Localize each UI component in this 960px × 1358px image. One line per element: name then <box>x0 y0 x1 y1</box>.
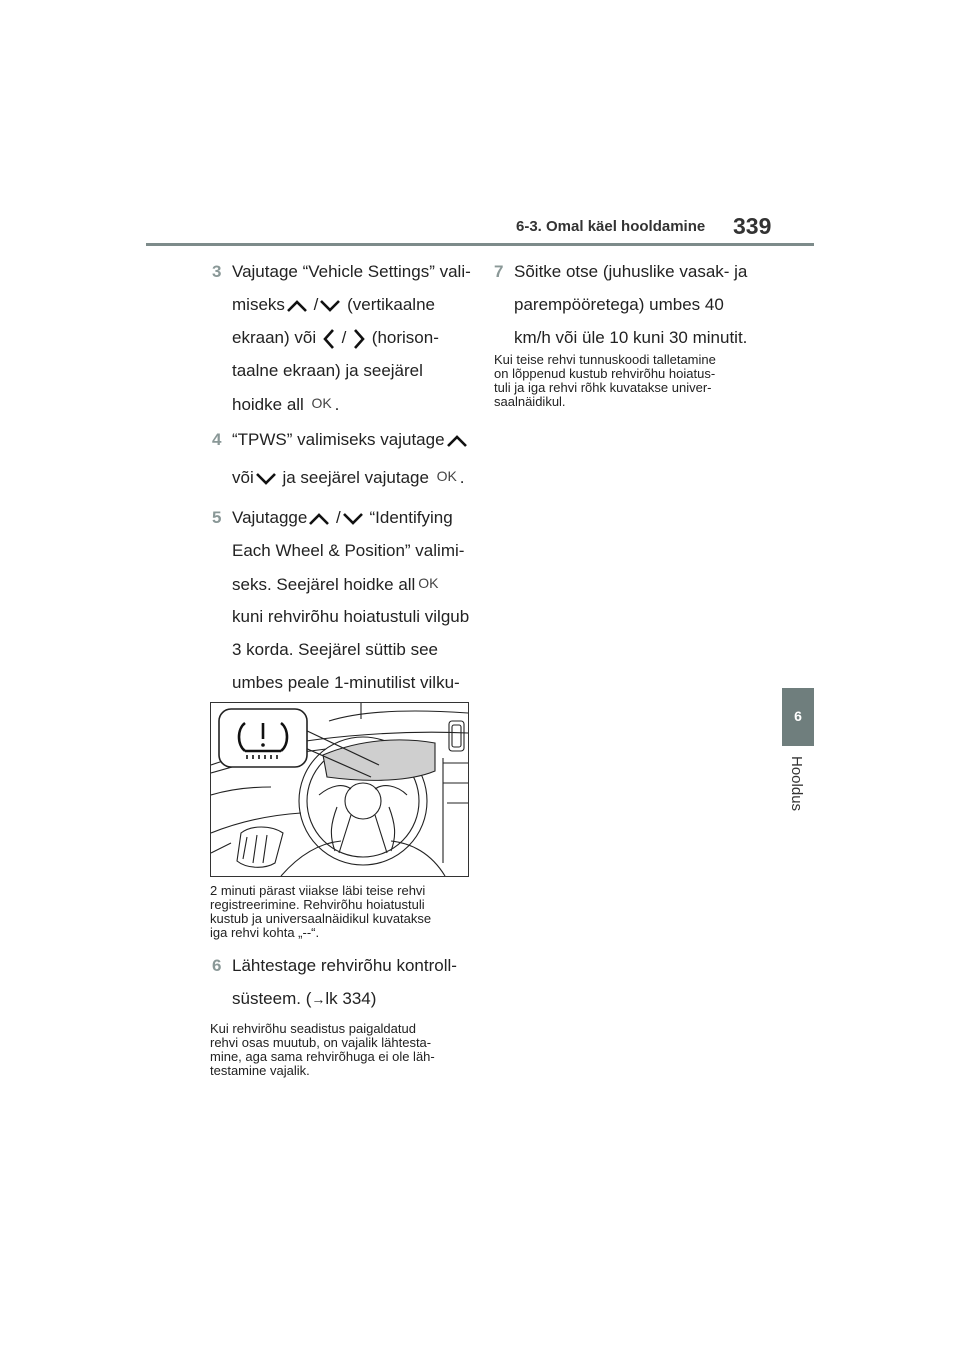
arrow-right-icon: → <box>311 991 326 1007</box>
step-text: parempööretega) umbes 40 <box>514 295 724 314</box>
step-text-line <box>232 388 471 421</box>
step-text: / <box>313 295 319 314</box>
step-text-line <box>232 568 469 601</box>
step-text: “Identifying <box>369 508 453 527</box>
step-text: / <box>341 328 347 347</box>
caption-line: kustub ja universaalnäidikul kuvatakse <box>210 911 432 926</box>
step-number: 5 <box>212 508 222 527</box>
step-text: (horison- <box>371 328 439 347</box>
step-6 <box>212 950 457 1016</box>
chevron-up-icon <box>307 511 331 527</box>
step-text: taalne ekraan) ja seejärel <box>232 361 423 380</box>
step-6-note <box>210 1022 435 1078</box>
note-line: mine, aga sama rehvirõhuga ei ole läh- <box>210 1049 435 1064</box>
step-text-line <box>232 502 469 535</box>
step-text: Lähtestage rehvirõhu kontroll- <box>232 956 457 975</box>
step-text: Vajutagge <box>232 508 308 527</box>
step-text: hoidke all <box>232 395 304 414</box>
step-text: . <box>334 395 340 414</box>
step-text: Each Wheel & Position” valimi- <box>232 541 465 560</box>
note-line: on lõppenud kustub rehvirõhu hoiatus- <box>494 366 716 381</box>
ok-button-icon: OK <box>418 575 439 591</box>
step-number: 6 <box>212 956 222 975</box>
step-number: 4 <box>212 430 222 449</box>
chapter-tab-label: Hooldus <box>788 756 805 812</box>
step-text: kuni rehvirõhu hoiatustuli vilgub <box>232 607 470 626</box>
note-line: rehvi osas muutub, on vajalik lähtesta- <box>210 1035 432 1050</box>
step-text-line <box>232 461 469 494</box>
header-divider <box>146 243 814 246</box>
step-text: või <box>232 468 254 487</box>
note-line: saalnäidikul. <box>494 394 566 409</box>
ok-button-icon: OK <box>311 395 332 411</box>
step-text: . <box>459 468 465 487</box>
note-line: tuli ja iga rehvi rõhk kuvatakse univer- <box>494 380 712 395</box>
step-text: Vajutage “Vehicle Settings” vali- <box>232 262 471 281</box>
caption-line: 2 minuti pärast viiakse läbi teise rehvi <box>210 883 426 898</box>
step-text: “TPWS” valimiseks vajutage <box>232 430 445 449</box>
step-text-line <box>232 289 471 322</box>
caption-line: registreerimine. Rehvirõhu hoiatustuli <box>210 897 425 912</box>
step-7-note <box>494 353 716 409</box>
step-text: (vertikaalne <box>347 295 435 314</box>
chevron-down-icon <box>254 471 278 487</box>
step-5 <box>212 502 470 733</box>
step-text: umbes peale 1-minutilist vilku- <box>232 673 460 692</box>
dashboard-drawing <box>211 703 468 876</box>
step-7 <box>494 256 748 355</box>
step-3 <box>212 256 471 421</box>
chevron-down-icon <box>318 298 342 314</box>
chevron-right-icon <box>351 327 367 351</box>
step-text: / <box>336 508 341 527</box>
note-line: Kui rehvirõhu seadistus paigaldatud <box>210 1021 416 1036</box>
page-reference-link[interactable]: lk 334) <box>325 989 377 1008</box>
chevron-left-icon <box>321 327 337 351</box>
step-4 <box>212 424 469 494</box>
chevron-up-icon <box>285 298 309 314</box>
step-text: miseks <box>232 295 285 314</box>
step-text-line <box>232 983 457 1016</box>
step-number: 7 <box>494 262 504 281</box>
page-number: 339 <box>733 213 772 239</box>
caption-line: iga rehvi kohta „--“. <box>210 925 320 940</box>
section-title: 6-3. Omal käel hooldamine <box>516 218 706 235</box>
note-line: testamine vajalik. <box>210 1063 310 1078</box>
dashboard-illustration <box>210 702 469 877</box>
step-text: Sõitke otse (juhuslike vasak- ja <box>514 262 748 281</box>
note-line: Kui teise rehvi tunnuskoodi talletamine <box>494 352 716 367</box>
step-text: ekraan) või <box>232 328 317 347</box>
step-text: 3 korda. Seejärel süttib see <box>232 640 439 659</box>
step-text-line <box>232 424 469 457</box>
figure-caption <box>210 884 431 940</box>
chapter-tab-number: 6 <box>794 708 802 724</box>
chevron-down-icon <box>341 511 365 527</box>
step-text: ja seejärel vajutage <box>282 468 429 487</box>
step-text: km/h või üle 10 kuni 30 minutit. <box>514 328 748 347</box>
step-text-line <box>232 322 471 355</box>
chevron-up-icon <box>445 433 469 449</box>
step-number: 3 <box>212 262 222 281</box>
step-text: seks. Seejärel hoidke all <box>232 575 416 594</box>
step-text: süsteem. ( <box>232 989 312 1008</box>
ok-button-icon: OK <box>436 468 457 484</box>
